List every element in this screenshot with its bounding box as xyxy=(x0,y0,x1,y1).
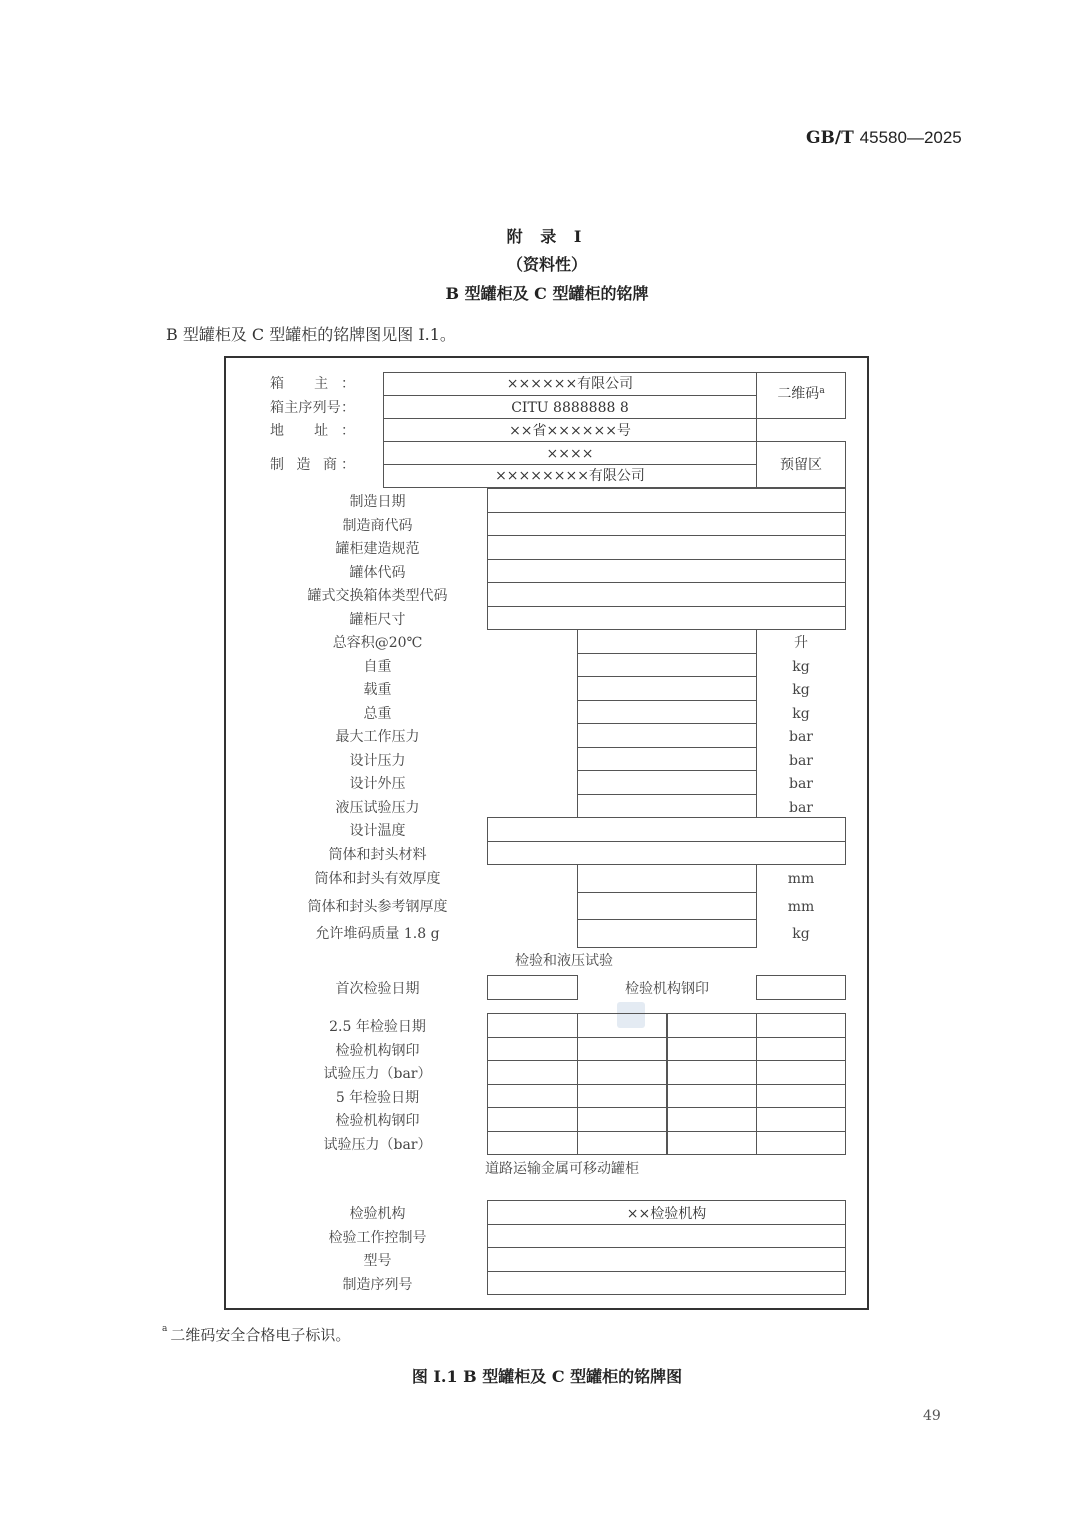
field-input[interactable] xyxy=(487,512,846,537)
unit-label: bar xyxy=(788,752,813,769)
field-input[interactable] xyxy=(487,1224,846,1249)
unit-label: bar xyxy=(788,799,813,816)
unit-label: kg xyxy=(792,658,810,675)
field-label: 罐柜建造规范 xyxy=(335,541,420,557)
field-label: 总重 xyxy=(363,705,392,722)
grid-row-label: 试验压力（bar） xyxy=(323,1136,432,1153)
unit-label: 升 xyxy=(794,635,808,651)
grid-cell[interactable] xyxy=(666,1084,757,1109)
field-input[interactable] xyxy=(577,892,757,921)
grid-cell[interactable] xyxy=(577,1060,668,1085)
field-input[interactable] xyxy=(577,629,757,654)
grid-cell[interactable] xyxy=(756,1131,846,1156)
field-input[interactable] xyxy=(487,817,846,842)
grid-row-label: 试验压力（bar） xyxy=(323,1066,432,1082)
grid-row-label: 2.5 年检验日期 xyxy=(329,1019,426,1035)
address-value: ××省××××××号 xyxy=(509,423,631,439)
unit-label: mm xyxy=(787,871,815,887)
field-input[interactable] xyxy=(577,919,757,948)
field-label: 筒体和封头参考钢厚度 xyxy=(307,898,448,915)
serial-value: CITU 8888888 8 xyxy=(511,400,629,416)
field-label: 自重 xyxy=(363,658,392,675)
annex-title: 附 录 I xyxy=(506,227,588,246)
annex-nature: （资料性） xyxy=(506,255,587,274)
grid-row-label: 检验机构钢印 xyxy=(335,1113,420,1129)
grid-cell[interactable] xyxy=(666,1060,757,1085)
grid-row-label: 5 年检验日期 xyxy=(335,1089,420,1106)
field-label: 制造商代码 xyxy=(342,517,413,534)
field-input[interactable] xyxy=(577,864,757,893)
field-label: 设计外压 xyxy=(349,776,406,792)
field-input[interactable] xyxy=(487,488,846,513)
unit-label: kg xyxy=(792,926,810,942)
unit-label: kg xyxy=(792,705,810,722)
footnote-mark: a xyxy=(162,1324,168,1334)
grid-cell[interactable] xyxy=(487,1084,578,1109)
field-input[interactable] xyxy=(487,582,846,607)
field-label: 允许堆码质量 1.8 g xyxy=(315,926,440,942)
manufacturer-value-1: ×××× xyxy=(546,446,594,462)
field-input[interactable] xyxy=(487,1247,846,1272)
first-inspection-date-field[interactable] xyxy=(487,975,578,1000)
grid-cell[interactable] xyxy=(666,1037,757,1062)
standard-code: 45580—2025 xyxy=(859,128,962,147)
field-label: 筒体和封头材料 xyxy=(328,846,427,863)
field-label: 设计压力 xyxy=(349,752,406,769)
figure-caption: 图 I.1 B 型罐柜及 C 型罐柜的铭牌图 xyxy=(411,1367,683,1386)
grid-cell[interactable] xyxy=(756,1084,846,1109)
grid-cell[interactable] xyxy=(487,1107,578,1132)
annex-subtitle: B 型罐柜及 C 型罐柜的铭牌 xyxy=(445,284,649,303)
field-label: 制造序列号 xyxy=(342,1276,413,1293)
grid-cell[interactable] xyxy=(577,1013,668,1038)
grid-cell[interactable] xyxy=(487,1013,578,1038)
unit-label: kg xyxy=(792,682,810,698)
grid-cell[interactable] xyxy=(666,1131,757,1156)
field-label: 总容积@20℃ xyxy=(332,635,423,651)
field-label: 罐式交换箱体类型代码 xyxy=(307,588,448,604)
field-input[interactable] xyxy=(577,770,757,795)
owner-label: 箱 主： xyxy=(270,376,355,392)
field-input[interactable] xyxy=(577,700,757,725)
first-inspection-date-label: 首次检验日期 xyxy=(335,981,420,997)
field-input[interactable] xyxy=(487,606,846,631)
manufacturer-label: 制 造 商： xyxy=(270,457,355,473)
unit-label: bar xyxy=(788,729,813,745)
qr-footnote-mark: a xyxy=(819,386,825,396)
qr-code-label xyxy=(756,387,846,401)
inspection-grid-caption: 道路运输金属可移动罐柜 xyxy=(485,1161,639,1177)
grid-cell[interactable] xyxy=(577,1131,668,1156)
field-input[interactable] xyxy=(577,676,757,701)
grid-cell[interactable] xyxy=(756,1013,846,1038)
grid-cell[interactable] xyxy=(577,1084,668,1109)
unit-label: mm xyxy=(787,898,815,915)
footnote xyxy=(162,1324,350,1345)
field-input[interactable] xyxy=(487,535,846,560)
field-label: 设计温度 xyxy=(349,823,406,839)
address-label: 地 址： xyxy=(270,423,355,439)
field-label: 最大工作压力 xyxy=(335,729,420,745)
inspection-stamp-field[interactable] xyxy=(756,975,846,1000)
grid-cell[interactable] xyxy=(577,1037,668,1062)
footnote-text: 二维码安全合格电子标识。 xyxy=(170,1326,351,1344)
grid-cell[interactable] xyxy=(577,1107,668,1132)
inspection-stamp-label: 检验机构钢印 xyxy=(625,981,709,997)
field-label: 筒体和封头有效厚度 xyxy=(314,871,441,887)
unit-label: bar xyxy=(788,776,813,792)
grid-cell[interactable] xyxy=(756,1060,846,1085)
field-label: 罐体代码 xyxy=(349,564,406,581)
grid-cell[interactable] xyxy=(756,1037,846,1062)
grid-cell[interactable] xyxy=(487,1037,578,1062)
standard-prefix: GB/T xyxy=(806,128,854,148)
inspection-section-title: 检验和液压试验 xyxy=(515,953,613,969)
field-input[interactable] xyxy=(577,653,757,678)
field-value: ××检验机构 xyxy=(626,1206,707,1222)
reserved-label: 预留区 xyxy=(780,457,822,473)
qr-code-text: 二维码 xyxy=(777,386,820,402)
grid-cell[interactable] xyxy=(487,1060,578,1085)
field-label: 载重 xyxy=(363,682,392,698)
field-input[interactable] xyxy=(577,723,757,748)
intro-paragraph: B 型罐柜及 C 型罐柜的铭牌图见图 I.1。 xyxy=(166,325,456,344)
page-number: 49 xyxy=(923,1408,941,1424)
grid-cell[interactable] xyxy=(666,1107,757,1132)
owner-value: ××××××有限公司 xyxy=(506,376,634,392)
field-label: 罐柜尺寸 xyxy=(349,611,406,628)
field-label: 检验机构 xyxy=(349,1206,406,1222)
grid-cell[interactable] xyxy=(756,1107,846,1132)
field-input[interactable] xyxy=(487,559,846,584)
grid-cell[interactable] xyxy=(487,1131,578,1156)
field-input[interactable] xyxy=(487,1271,846,1296)
field-input[interactable] xyxy=(577,747,757,772)
grid-cell[interactable] xyxy=(666,1013,757,1038)
field-label: 检验工作控制号 xyxy=(328,1229,427,1246)
manufacturer-value-2: ××××××××有限公司 xyxy=(495,468,645,484)
serial-label: 箱主序列号： xyxy=(270,400,355,416)
field-label: 型号 xyxy=(363,1253,392,1269)
standard-number xyxy=(806,128,962,148)
field-label: 液压试验压力 xyxy=(335,799,420,816)
field-input[interactable] xyxy=(577,794,757,819)
field-input[interactable] xyxy=(487,841,846,866)
grid-row-label: 检验机构钢印 xyxy=(335,1042,420,1059)
field-label: 制造日期 xyxy=(349,494,406,510)
